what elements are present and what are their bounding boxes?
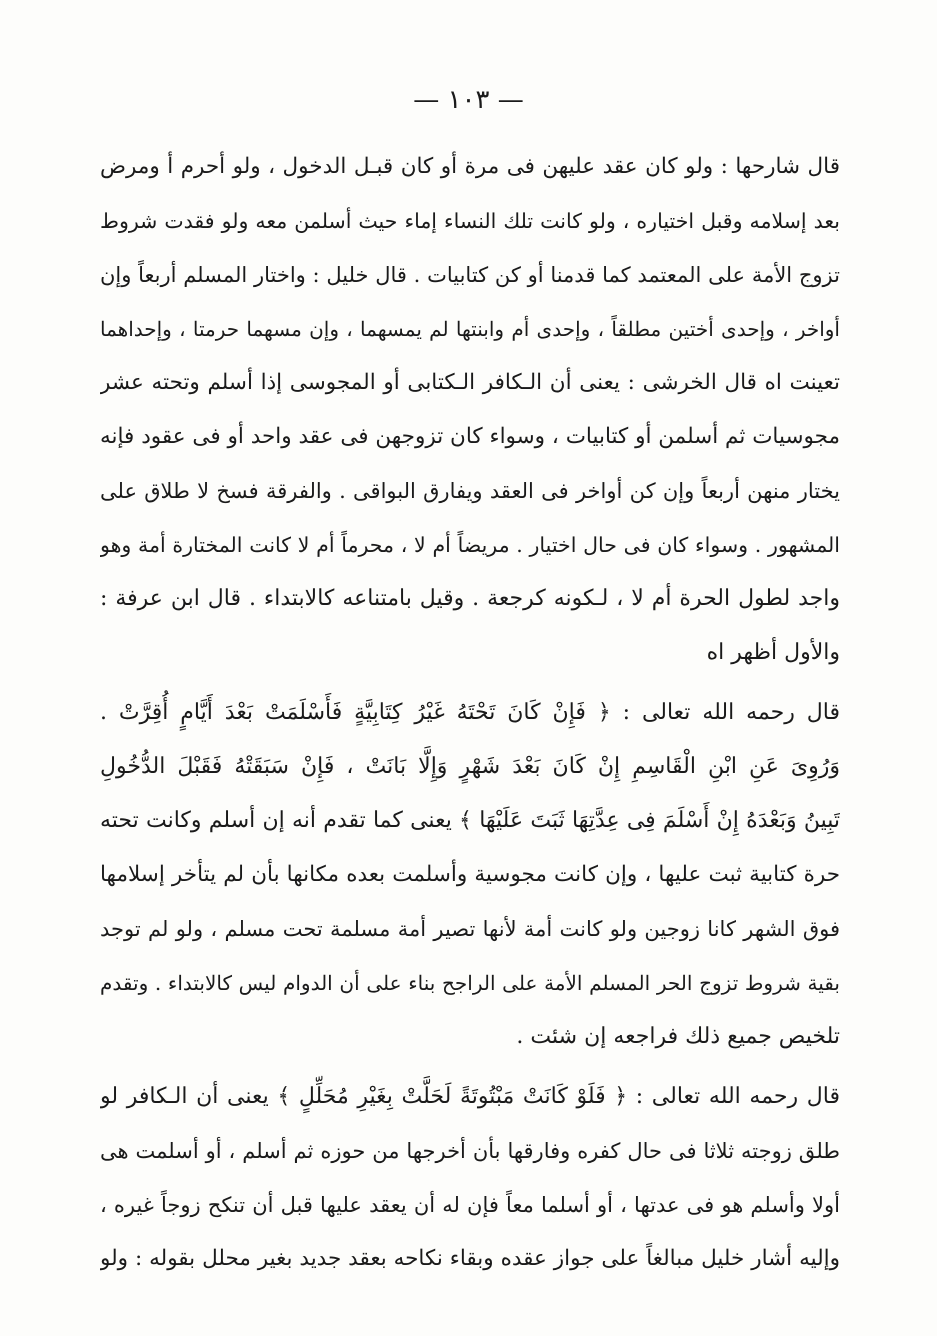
text-line: بعد إسلامه وقبل اختياره ، ولو كانت تلك النساء إماء حيث أسلمن معه ولو فقدت شروط — [100, 209, 840, 233]
text-line: قال رحمه الله تعالى : ﴿ فَلَوْ كَانَتْ مَبْتُوتَةً لَحَلَّتْ بِغَيْرِ مُحَلِّلٍ ﴾ يعنى أن الـكافر لو — [100, 1084, 840, 1109]
text-line: تَبِينُ وَبَعْدَهُ إِنْ أَسْلَمَ فِى عِدَّتِهَا ثَبَتَ عَلَيْهَا ﴾ يعنى كما تقدم أنه إن أسلم وكانت تحته — [100, 808, 840, 833]
text-line: المشهور . وسواء كان فى حال اختيار . مريضاً أم لا ، محرماً أم لا كانت المختارة أمة وهو — [100, 533, 840, 557]
paragraph-1 — [100, 140, 840, 680]
text-line: قال رحمه الله تعالى : ﴿ فَإِنْ كَانَ تَحْتَهُ غَيْرُ كِتَابِيَّةٍ فَأَسْلَمَتْ بَعْدَ أَيَّامٍ أُقِرَّتْ . — [100, 700, 840, 725]
text-line: تزوج الأمة على المعتمد كما قدمنا أو كن كتابيات . قال خليل : واختار المسلم أربعاً وإن — [100, 263, 840, 287]
text-line: حرة كتابية ثبت عليها ، وإن كانت مجوسية وأسلمت بعده مكانها بأن لم يتأخر إسلامها — [100, 862, 840, 887]
paragraph-3 — [100, 1070, 840, 1286]
text-line: تلخيص جميع ذلك فراجعه إن شئت . — [516, 1024, 840, 1049]
text-line: مجوسيات ثم أسلمن أو كتابيات ، وسواء كان تزوجهن فى عقد واحد أو فى عقود فإنه — [100, 424, 840, 449]
text-line: وَرُوِىَ عَنِ ابْنِ الْقَاسِمِ إِنْ كَانَ بَعْدَ شَهْرٍ وَإِلَّا بَانَتْ ، فَإِنْ سَبَقَتْهُ فَقَبْلَ الدُّخُولِ — [100, 754, 840, 779]
text-line: بقية شروط تزوج الحر المسلم الأمة على الراجح بناء على أن الدوام ليس كالابتداء . وتقدم — [100, 971, 840, 995]
page-number: — ١٠٣ — — [413, 85, 524, 115]
text-line: والأول أظهر اه — [706, 640, 840, 665]
paragraph-2 — [100, 686, 840, 1064]
page-body — [100, 140, 840, 1286]
text-line: أولا وأسلم هو فى عدتها ، أو أسلما معاً فإن له أن يعقد عليها قبل أن تنكح زوجاً غيره ، — [100, 1193, 840, 1217]
text-line: تعينت اه قال الخرشى : يعنى أن الـكافر الـكتابى أو المجوسى إذا أسلم وتحته عشر — [100, 370, 840, 395]
text-line: يختار منهن أربعاً وإن كن أواخر فى العقد ويفارق البواقى . والفرقة فسخ لا طلاق على — [100, 479, 840, 503]
text-line: أواخر ، وإحدى أختين مطلقاً ، وإحدى أم وابنتها لم يمسهما ، وإن مسهما حرمتا ، وإحداهما — [100, 317, 840, 341]
text-line: فوق الشهر كانا زوجين ولو كانت أمة لأنها تصير أمة مسلمة تحت مسلم ، ولو لم توجد — [100, 917, 840, 941]
text-line: وإليه أشار خليل مبالغاً على جواز عقده وبقاء نكاحه بعقد جديد بغير محلل بقوله : ولو — [100, 1246, 840, 1271]
text-line: طلق زوجته ثلاثا فى حال كفره وفارقها بأن أخرجها من حوزه ثم أسلم ، أو أسلمت هى — [100, 1139, 840, 1163]
text-line: واجد لطول الحرة أم لا ، لـكونه كرجعة . وقيل بامتناعه كالابتداء . قال ابن عرفة : — [100, 586, 840, 611]
text-line: قال شارحها : ولو كان عقد عليهن فى مرة أو كان قبـل الدخول ، ولو أحرم أ ومرض — [100, 154, 840, 179]
